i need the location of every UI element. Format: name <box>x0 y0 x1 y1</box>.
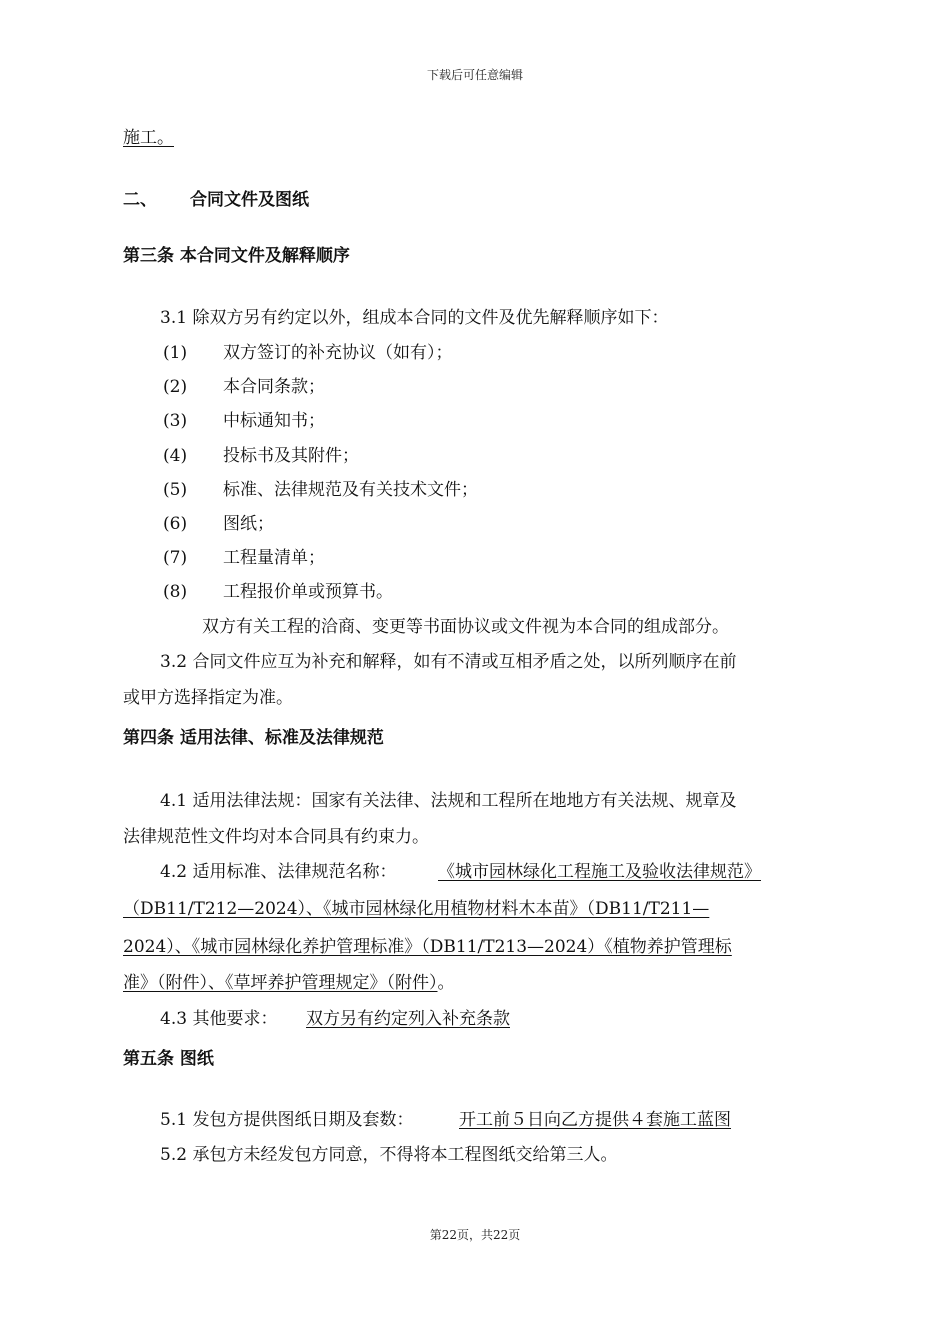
clause-4-1-line-1: 4.1 适用法律法规：国家有关法律、法规和工程所在地地方有关法规、规章及 <box>160 791 737 811</box>
article-4-title: 第四条 适用法律、标准及法律规范 <box>123 728 384 748</box>
clause-4-2-standards-line-1: 《城市园林绿化工程施工及验收法律规范》 <box>438 862 761 882</box>
clause-3-2-line-1: 3.2 合同文件应互为补充和解释，如有不清或互相矛盾之处，以所列顺序在前 <box>160 652 737 672</box>
list-item-number: (5) <box>163 480 188 500</box>
page-header: 下载后可任意编辑 <box>426 68 523 82</box>
list-item-number: (2) <box>163 377 188 397</box>
list-item-number: (1) <box>163 343 188 363</box>
clause-4-3-label: 4.3 其他要求： <box>160 1009 278 1029</box>
list-item-text: 中标通知书； <box>223 411 325 431</box>
list-item-number: (6) <box>163 514 188 534</box>
clause-4-1-line-2: 法律规范性文件均对本合同具有约束力。 <box>123 827 429 847</box>
clause-4-2-end-mark: 。 <box>437 973 455 993</box>
clause-4-3-value: 双方另有约定列入补充条款 <box>306 1009 510 1029</box>
list-item-text: 本合同条款； <box>223 377 325 397</box>
clause-3-1: 3.1 除双方另有约定以外，组成本合同的文件及优先解释顺序如下： <box>160 308 669 328</box>
clause-4-2-standards-line-4: 准》（附件）、《草坪养护管理规定》（附件） <box>123 973 438 993</box>
list-item-text: 标准、法律规范及有关技术文件； <box>223 480 478 500</box>
list-item-number: (4) <box>163 446 188 466</box>
clause-4-2-standards-line-2: （DB11/T212—2024）、《城市园林绿化用植物材料木本苗》（DB11/T211— <box>123 899 710 919</box>
section-title: 合同文件及图纸 <box>190 190 309 210</box>
list-item-number: (8) <box>163 582 188 602</box>
list-item-text: 工程报价单或预算书。 <box>223 582 393 602</box>
page-footer: 第22页，共22页 <box>429 1228 521 1242</box>
article-5-title: 第五条 图纸 <box>123 1049 214 1069</box>
carry-over-text: 施工。 <box>123 128 174 148</box>
clause-5-1-value: 开工前５日向乙方提供４套施工蓝图 <box>459 1110 731 1130</box>
list-item-text: 双方签订的补充协议（如有）； <box>223 343 453 363</box>
clause-4-2-line-4 <box>123 973 455 993</box>
clause-5-2: 5.2 承包方未经发包方同意，不得将本工程图纸交给第三人。 <box>160 1145 618 1165</box>
section-number: 二、 <box>123 190 157 210</box>
list-item-text: 工程量清单； <box>223 548 325 568</box>
composition-note: 双方有关工程的洽商、变更等书面协议或文件视为本合同的组成部分。 <box>202 617 729 637</box>
list-item-text: 图纸； <box>223 514 274 534</box>
clause-4-2-label: 4.2 适用标准、法律规范名称： <box>160 862 397 882</box>
clause-4-2-standards-line-3: 2024）、《城市园林绿化养护管理标准》（DB11/T213—2024）《植物养护管理标 <box>123 937 732 957</box>
clause-3-2-line-2: 或甲方选择指定为准。 <box>123 688 293 708</box>
clause-5-1-label: 5.1 发包方提供图纸日期及套数： <box>160 1110 414 1130</box>
article-3-title: 第三条 本合同文件及解释顺序 <box>123 246 350 266</box>
list-item-text: 投标书及其附件； <box>223 446 359 466</box>
list-item-number: (7) <box>163 548 188 568</box>
list-item-number: (3) <box>163 411 188 431</box>
